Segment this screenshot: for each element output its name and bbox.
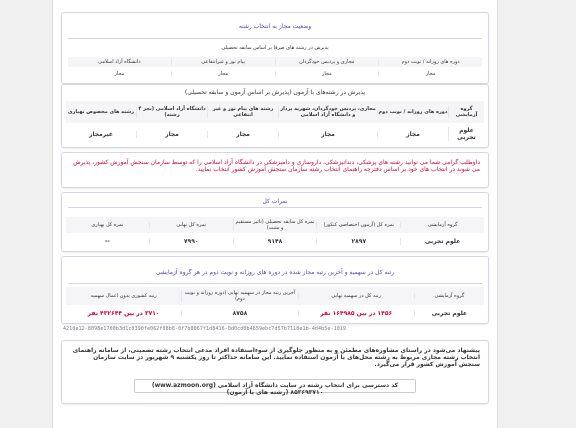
suggestion-panel — [61, 340, 489, 404]
scores-header-row — [66, 217, 484, 233]
scores-title: نمرات کل — [262, 198, 288, 205]
value-cell: مجاز — [275, 71, 379, 77]
value-cell: مجاز — [171, 71, 275, 77]
header-cell: آخرین رتبه مجاز در سهمیه نهایی (دوره روزانه و نوبت دوم) — [181, 290, 297, 302]
value-cell: مجاز — [378, 71, 482, 77]
value-cell: علوم تجربی — [448, 127, 484, 141]
eligibility-title: وضعیت مجاز به انتخاب رشته — [238, 23, 312, 30]
scores-panel — [61, 192, 489, 252]
value-cell: ۸۷۵۸ — [181, 310, 297, 317]
medical-notice-text: داوطلب گرامی شما می توانید رشته های پزشکی، دندانپزشکی، داروسازی و دامپزشکی در دانشگاه آزاد اسلامی را که توسط سازمان سنجش آموزش کشور، پذیرش می شوند در انتخاب های خود بر اساس دفترچه راهنمای انتخاب رشته سازمان سنجش آموزش کشور انتخاب نمایید. — [73, 159, 480, 173]
no-exam-subtitle: پذیرش در رشته های صرفا بر اساس سابقه تحصیلی — [221, 45, 329, 51]
value-cell: مجاز — [136, 131, 207, 138]
value-cell: مجاز — [377, 131, 448, 138]
header-cell: رشته های مخصوص بهیاری — [67, 109, 135, 115]
scores-value-row — [66, 235, 484, 247]
value-cell: ۹۱۴۸ — [233, 238, 317, 245]
ranks-header-row — [66, 287, 484, 305]
with-exam-panel — [61, 84, 489, 148]
access-code-link-box[interactable] — [134, 379, 416, 396]
with-exam-header-row — [66, 101, 484, 123]
header-cell: رتبه کشوری بدون اعمال سهمیه — [90, 293, 157, 299]
suggestion-text: پیشنهاد می‌شود در راستای مشاوره‌های مطمئن و به منظور جلوگیری از سوءاستفاده افراد مدعی انتخاب رشته تضمینی، از سامانه راهنمای انتخاب رشته مجازی مربوط به رشته محل‌های با آزمون استفاده نمایید. این سامانه حداکثر تا روز یکشنبه ۹ شهریور در سایت سازمان سنجش آموزش کشور قرار می‌گیرد. — [72, 347, 480, 368]
ranks-panel — [61, 256, 489, 324]
result-page — [52, 0, 498, 428]
header-cell: رتبه کل در سهمیه نهایی — [298, 293, 414, 299]
header-cell: گروه آزمایشی — [400, 222, 484, 228]
no-exam-header-row — [68, 57, 482, 67]
header-cell: نمره کل (آزمون اختصاصی کنکور) — [316, 222, 400, 228]
header-cell: رشته های پیام نور و غیر انتفاعی — [207, 106, 278, 118]
header-cell: دانشگاه آزاد اسلامی (بجز ۴ رشته) — [136, 106, 207, 118]
value-cell: غیرمجاز — [88, 130, 114, 138]
header-cell: نمره کل بهیاری — [91, 222, 124, 228]
no-exam-value-row — [68, 69, 482, 79]
value-cell: علوم تجربی — [400, 238, 484, 245]
header-cell: دوره های روزانه / نوبت دوم — [378, 109, 448, 115]
header-cell: نمره کل نهایی — [149, 222, 233, 228]
access-code-link[interactable]: کد دسترسی برای انتخاب رشته در سایت دانشگاه آزاد اسلامی (www.azmoon.org) ۸۵۳۶۹۳۷۱۰ (رشته های با آزمون) — [151, 382, 399, 396]
value-cell: ۲۸۹۷ — [316, 238, 400, 245]
medical-notice-panel — [61, 152, 489, 188]
value-cell: علوم تجربی — [414, 310, 484, 317]
eligibility-panel — [61, 12, 489, 84]
with-exam-value-row — [66, 125, 484, 143]
ranks-title: رتبه کل در سهمیه و آخرین رتبه مجاز شده در دوره های روزانه و نوبت دوم در هر گروه آزمایشی — [155, 269, 395, 276]
header-cell: پیام نور و غیرانتفاعی — [171, 59, 275, 65]
value-cell: -- — [104, 237, 110, 245]
verification-hash: 4210e12-8098e1700b3d1c0390fe062f08b8-0f7b0067f1d8416-0d0cd0b4659ebc7d57b7118e1b-4d4b5e-1019 — [63, 326, 347, 332]
header-cell: گروه آزمایشی — [414, 293, 484, 299]
with-exam-title: پذیرش در رشته‌های با آزمون (پذیرش بر اساس آزمون و سابقه تحصیلی) — [184, 89, 366, 96]
header-cell: نمره کل سابقه تحصیلی (تاثیر مستقیم و مثبت) — [233, 219, 317, 231]
value-cell: مجاز — [114, 71, 125, 77]
value-cell: ۳۷۱۰ در بین ۴۳۲۶۴۴ نفر — [87, 309, 160, 317]
value-cell: ۷۹۹۰ — [149, 238, 233, 245]
header-cell: مجازی و پردیس خودگردان — [275, 59, 379, 65]
value-cell: مجاز — [207, 131, 278, 138]
header-cell: گروه آزمایشی — [448, 106, 484, 118]
header-cell: مجازی، پردیس خودگردان، شهریه پرداز و دانشگاه آزاد اسلامی — [278, 106, 377, 118]
ranks-value-row — [66, 307, 484, 319]
header-cell: دوره های روزانه / نوبت دوم — [378, 59, 482, 65]
value-cell: ۱۴۵۶ در بین ۱۶۴۹۸۵ نفر — [298, 310, 414, 317]
value-cell: مجاز — [278, 131, 377, 138]
header-cell: دانشگاه آزاد اسلامی — [98, 59, 141, 65]
